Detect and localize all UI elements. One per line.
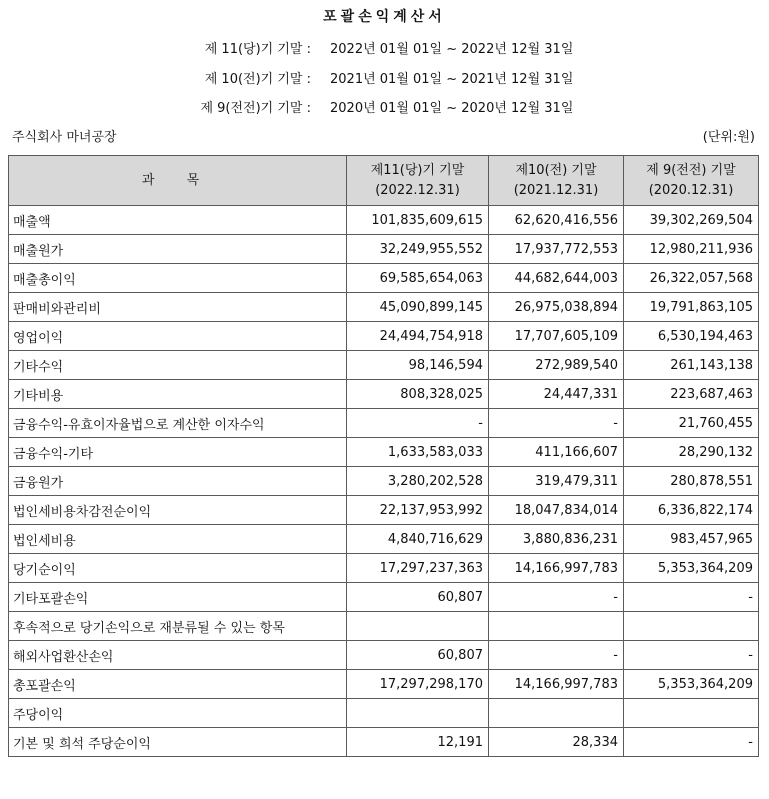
header-prior-prior-period xyxy=(624,156,759,206)
account-name-cell: 기타수익 xyxy=(9,351,347,380)
current-period-value: 17,297,237,363 xyxy=(347,554,489,583)
prior-period-value: 17,707,605,109 xyxy=(489,322,624,351)
account-name-cell: 법인세비용 xyxy=(9,525,347,554)
table-row xyxy=(9,496,759,525)
prior-period-value: 44,682,644,003 xyxy=(489,264,624,293)
prior-period-value: 18,047,834,014 xyxy=(489,496,624,525)
unit-label: (단위:원) xyxy=(702,130,755,145)
prior-period-value: - xyxy=(489,583,624,612)
table-row xyxy=(9,351,759,380)
prior-prior-period-value: 21,760,455 xyxy=(624,409,759,438)
current-period-value: 22,137,953,992 xyxy=(347,496,489,525)
period-range: 2022년 01월 01일 ~ 2022년 12월 31일 xyxy=(330,42,574,57)
account-name-cell: 기타포괄손익 xyxy=(9,583,347,612)
table-row xyxy=(9,728,759,757)
period-range: 2020년 01월 01일 ~ 2020년 12월 31일 xyxy=(330,101,574,116)
header-date: (2022.12.31) xyxy=(375,182,460,198)
header-date: (2020.12.31) xyxy=(648,182,734,198)
period-line-current xyxy=(0,38,769,58)
account-name-cell: 기본 및 희석 주당순이익 xyxy=(9,728,347,757)
period-line-prior xyxy=(0,68,769,88)
period-label: 제 11(당)기 기말 : xyxy=(204,42,311,57)
table-row xyxy=(9,438,759,467)
income-statement-table xyxy=(8,155,759,757)
account-name-cell: 후속적으로 당기손익으로 재분류될 수 있는 항목 xyxy=(9,612,347,641)
header-account-label: 과 목 xyxy=(141,172,214,188)
account-name-cell: 매출원가 xyxy=(9,235,347,264)
current-period-value: 12,191 xyxy=(347,728,489,757)
prior-prior-period-value: 223,687,463 xyxy=(624,380,759,409)
prior-prior-period-value: 39,302,269,504 xyxy=(624,206,759,235)
table-row xyxy=(9,612,759,641)
account-name-cell: 영업이익 xyxy=(9,322,347,351)
header-prior-period xyxy=(489,156,624,206)
table-header-row xyxy=(9,156,759,206)
table-row xyxy=(9,670,759,699)
prior-prior-period-value: 28,290,132 xyxy=(624,438,759,467)
prior-period-value xyxy=(489,612,624,641)
account-name-cell: 금융수익-기타 xyxy=(9,438,347,467)
prior-period-value: - xyxy=(489,641,624,670)
prior-prior-period-value: 6,336,822,174 xyxy=(624,496,759,525)
account-name-cell: 총포괄손익 xyxy=(9,670,347,699)
table-row xyxy=(9,641,759,670)
current-period-value: 32,249,955,552 xyxy=(347,235,489,264)
prior-prior-period-value: 280,878,551 xyxy=(624,467,759,496)
header-line: 제10(전) 기말 xyxy=(515,162,597,178)
period-label: 제 10(전)기 기말 : xyxy=(204,72,311,87)
current-period-value: 69,585,654,063 xyxy=(347,264,489,293)
table-row xyxy=(9,467,759,496)
prior-period-value: 319,479,311 xyxy=(489,467,624,496)
prior-prior-period-value: 5,353,364,209 xyxy=(624,670,759,699)
table-row xyxy=(9,699,759,728)
account-name-cell: 법인세비용차감전순이익 xyxy=(9,496,347,525)
prior-period-value: 17,937,772,553 xyxy=(489,235,624,264)
account-name-cell: 주당이익 xyxy=(9,699,347,728)
current-period-value: 24,494,754,918 xyxy=(347,322,489,351)
prior-period-value xyxy=(489,699,624,728)
account-name-cell: 금융원가 xyxy=(9,467,347,496)
table-row xyxy=(9,380,759,409)
header-line: 제11(당)기 기말 xyxy=(370,162,465,178)
header-current-period xyxy=(347,156,489,206)
prior-prior-period-value: 261,143,138 xyxy=(624,351,759,380)
prior-prior-period-value xyxy=(624,612,759,641)
table-row xyxy=(9,206,759,235)
account-name-cell: 매출액 xyxy=(9,206,347,235)
table-row xyxy=(9,293,759,322)
prior-prior-period-value: - xyxy=(624,641,759,670)
prior-prior-period-value xyxy=(624,699,759,728)
table-row xyxy=(9,554,759,583)
prior-period-value: 24,447,331 xyxy=(489,380,624,409)
prior-period-value: 28,334 xyxy=(489,728,624,757)
prior-prior-period-value: 983,457,965 xyxy=(624,525,759,554)
table-row xyxy=(9,525,759,554)
header-date: (2021.12.31) xyxy=(513,182,599,198)
prior-period-value: 3,880,836,231 xyxy=(489,525,624,554)
prior-prior-period-value: 5,353,364,209 xyxy=(624,554,759,583)
current-period-value: 60,807 xyxy=(347,641,489,670)
account-name-cell: 기타비용 xyxy=(9,380,347,409)
table-row xyxy=(9,409,759,438)
table-row xyxy=(9,322,759,351)
account-name-cell: 금융수익-유효이자율법으로 계산한 이자수익 xyxy=(9,409,347,438)
prior-period-value: 272,989,540 xyxy=(489,351,624,380)
current-period-value: 808,328,025 xyxy=(347,380,489,409)
current-period-value: - xyxy=(347,409,489,438)
prior-prior-period-value: - xyxy=(624,583,759,612)
table-row xyxy=(9,235,759,264)
prior-prior-period-value: 19,791,863,105 xyxy=(624,293,759,322)
current-period-value: 98,146,594 xyxy=(347,351,489,380)
header-line: 제 9(전전) 기말 xyxy=(646,162,736,178)
company-name: 주식회사 마녀공장 xyxy=(12,130,117,145)
header-account xyxy=(9,156,347,206)
prior-prior-period-value: 12,980,211,936 xyxy=(624,235,759,264)
current-period-value: 101,835,609,615 xyxy=(347,206,489,235)
prior-period-value: 62,620,416,556 xyxy=(489,206,624,235)
current-period-value: 3,280,202,528 xyxy=(347,467,489,496)
prior-prior-period-value: - xyxy=(624,728,759,757)
prior-period-value: 14,166,997,783 xyxy=(489,554,624,583)
period-label: 제 9(전전)기 기말 : xyxy=(200,101,311,116)
prior-period-value: 14,166,997,783 xyxy=(489,670,624,699)
period-line-prior-prior xyxy=(0,97,769,117)
table-row xyxy=(9,583,759,612)
prior-prior-period-value: 6,530,194,463 xyxy=(624,322,759,351)
current-period-value: 17,297,298,170 xyxy=(347,670,489,699)
current-period-value: 60,807 xyxy=(347,583,489,612)
prior-period-value: 26,975,038,894 xyxy=(489,293,624,322)
account-name-cell: 당기순이익 xyxy=(9,554,347,583)
document-title: 포괄손익계산서 xyxy=(323,9,446,25)
current-period-value: 1,633,583,033 xyxy=(347,438,489,467)
prior-period-value: - xyxy=(489,409,624,438)
prior-period-value: 411,166,607 xyxy=(489,438,624,467)
account-name-cell: 매출총이익 xyxy=(9,264,347,293)
account-name-cell: 판매비와관리비 xyxy=(9,293,347,322)
prior-prior-period-value: 26,322,057,568 xyxy=(624,264,759,293)
current-period-value xyxy=(347,612,489,641)
current-period-value xyxy=(347,699,489,728)
account-name-cell: 해외사업환산손익 xyxy=(9,641,347,670)
period-range: 2021년 01월 01일 ~ 2021년 12월 31일 xyxy=(330,72,574,87)
current-period-value: 45,090,899,145 xyxy=(347,293,489,322)
table-row xyxy=(9,264,759,293)
current-period-value: 4,840,716,629 xyxy=(347,525,489,554)
